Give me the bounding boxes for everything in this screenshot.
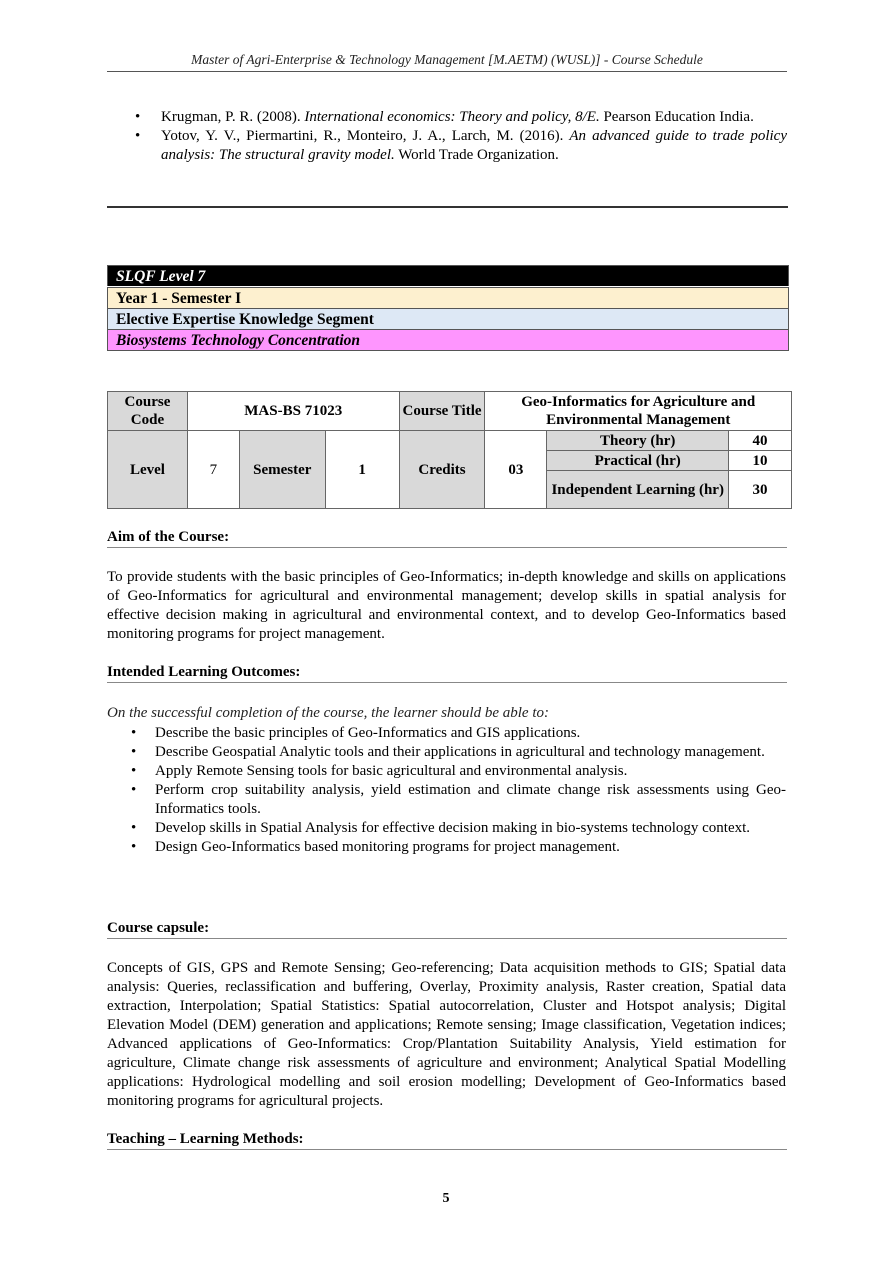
semester-label: Semester: [239, 431, 325, 509]
ilo-item: • Describe Geospatial Analytic tools and their applications in agricultural and technology management.: [107, 743, 786, 762]
course-title-label: Course Title: [399, 392, 485, 431]
section-divider: [107, 206, 788, 208]
semester-value: 1: [325, 431, 399, 509]
segment-band: Elective Expertise Knowledge Segment: [107, 308, 789, 329]
reference-authors: Krugman, P. R. (2008).: [161, 109, 305, 125]
credits-label: Credits: [399, 431, 485, 509]
slqf-level-band: SLQF Level 7: [107, 265, 789, 286]
concentration-band: Biosystems Technology Concentration: [107, 329, 789, 351]
level-label: Level: [108, 431, 188, 509]
reference-publisher: World Trade Organization.: [394, 147, 559, 163]
course-code-label: Course Code: [108, 392, 188, 431]
level-value: 7: [187, 431, 239, 509]
page-number: 5: [442, 1191, 450, 1206]
ilo-item: • Develop skills in Spatial Analysis for effective decision making in bio-systems technology context.: [107, 819, 786, 838]
page-header: Master of Agri-Enterprise & Technology Management [M.AETM) (WUSL)] - Course Schedule: [107, 52, 787, 72]
course-info-table: [107, 391, 792, 509]
practical-hours-value: 10: [729, 451, 792, 471]
reference-item: [107, 108, 787, 127]
ilo-heading: Intended Learning Outcomes:: [107, 664, 787, 683]
teaching-heading: Teaching – Learning Methods:: [107, 1131, 787, 1150]
reference-title: An advanced guide to trade policy analysis: The structural gravity model.: [161, 128, 788, 163]
practical-hours-label: Practical (hr): [547, 451, 729, 471]
credits-value: 03: [485, 431, 547, 509]
ilo-item: • Describe the basic principles of Geo-Informatics and GIS applications.: [107, 724, 786, 743]
reference-list: [107, 108, 787, 165]
ilo-item: • Perform crop suitability analysis, yield estimation and climate change risk assessments using Geo-Informatics tools.: [107, 781, 786, 819]
reference-publisher: Pearson Education India.: [599, 109, 754, 125]
reference-title: International economics: Theory and policy, 8/E.: [304, 109, 600, 125]
capsule-heading: Course capsule:: [107, 920, 787, 939]
ilo-item: • Design Geo-Informatics based monitoring programs for project management.: [107, 838, 786, 857]
aim-text: To provide students with the basic principles of Geo-Informatics; in-depth knowledge and skills on applications of Geo-Informatics for agricultural and environmental management; develop skills in spatial analysis for effective decision making in agricultural and environmental context, and to develop Geo-Informatics based monitoring programs for project management.: [107, 569, 786, 642]
independent-hours-label: Independent Learning (hr): [547, 471, 729, 509]
independent-hours-value: 30: [729, 471, 792, 509]
ilo-item: • Apply Remote Sensing tools for basic agricultural and environmental analysis.: [107, 762, 786, 781]
course-title-value: Geo-Informatics for Agriculture and Environmental Management: [485, 392, 792, 431]
theory-hours-label: Theory (hr): [547, 431, 729, 451]
reference-authors: Yotov, Y. V., Piermartini, R., Monteiro, J. A., Larch, M. (2016).: [161, 128, 570, 144]
aim-heading: Aim of the Course:: [107, 529, 787, 548]
capsule-text: Concepts of GIS, GPS and Remote Sensing; Geo-referencing; Data acquisition methods to GIS; Spatial data analysis: Queries, reclassification and buffering, Overlay, Proximity analysis, Raster creation, Spatial data extraction, Interpolation; Spatial Statistics: Spatial autocorrelation, Cluster and Hotspot analysis; Digital Elevation Model (DEM) generation and applications; Remote sensing; Image classification, Vegetation indices; Advanced applications of Geo-Informatics: Crop/Plantation Suitability Analysis, Yield estimation for agriculture, Climate change risk assessments of agriculture and environment; Analytical Spatial Modelling applications: Hydrological modelling and soil erosion modelling; Development of Geo-Informatics based monitoring programs for agricultural projects.: [107, 960, 786, 1109]
ilo-intro: On the successful completion of the course, the learner should be able to:: [107, 705, 549, 721]
theory-hours-value: 40: [729, 431, 792, 451]
ilo-list: [107, 724, 786, 857]
reference-item: [107, 127, 787, 165]
course-code-value: MAS-BS 71023: [187, 392, 399, 431]
year-semester-band: Year 1 - Semester I: [107, 287, 789, 308]
